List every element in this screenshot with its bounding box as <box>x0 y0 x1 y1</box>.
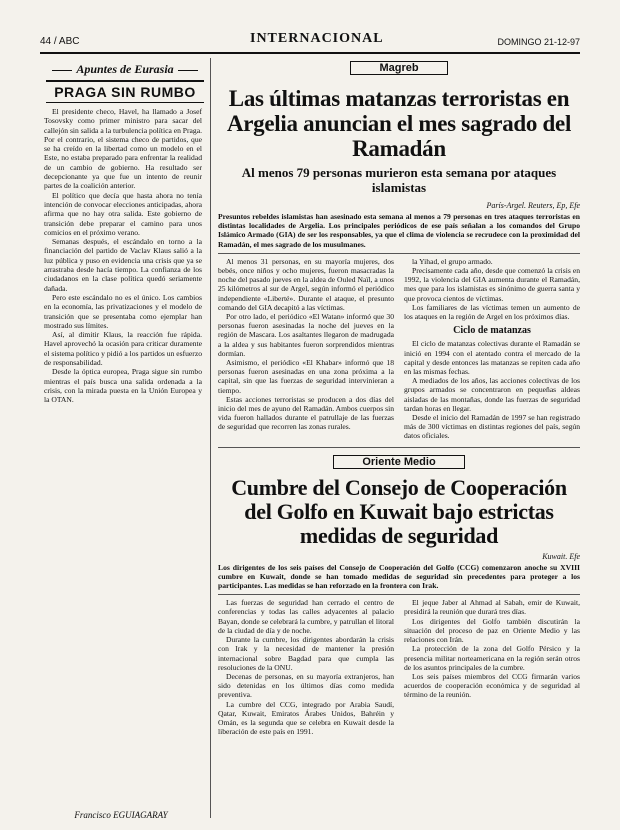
story1-paragraph: Al menos 31 personas, en su mayoría mujeres, dos bebés, once niños y ocho mujeres, fueron masacradas la noche del pasado jueves en la aldea de Ouled Naïl, a unos 25 kilómetros al sur de Argel, según informó el periódico independiente «Liberté». Durante el ataque, el presunto comando del GIA decapitó a las víctimas. <box>218 256 394 312</box>
story2-column-1 <box>218 598 394 736</box>
story2-paragraph: El jeque Jaber al Ahmad al Sabah, emir de Kuwait, presidirá la reunión que durará tres días. <box>404 598 580 617</box>
column-title: PRAGA SIN RUMBO <box>46 80 204 103</box>
column-body <box>40 107 210 405</box>
story2-paragraph: La protección de la zona del Golfo Pérsico y la presencia militar norteamericana en la región serán otros de los asuntos principales de la cumbre. <box>404 644 580 672</box>
story2-paragraph: Los seis países miembros del CCG firmarán varios acuerdos de cooperación económica y de seguridad al término de la reunión. <box>404 671 580 700</box>
story2-column-2 <box>404 598 580 736</box>
column-signature: Francisco EGUIAGARAY <box>74 810 168 820</box>
story1-paragraph: Desde el inicio del Ramadán de 1997 se han registrado más de 300 víctimas en distintas regiones del país, según datos oficiales. <box>404 413 580 441</box>
story-separator <box>218 447 580 448</box>
story1-paragraph: Precisamente cada año, desde que comenzó la crisis en 1992, la violencia del GIA aumenta durante el Ramadán, mes que para los islamistas es sinónimo de guerra santa y que provoca cientos de víctimas. <box>404 266 580 303</box>
story1-section-tag <box>218 58 580 76</box>
column-paragraph: Semanas después, el escándalo en torno a la financiación del partido de Vaclav Klaus salió a la luz pública y puso en evidencia una crisis que ya se arrastraba desde hacía tiempo. La confianza de los ciudadanos en la clase política quedó seriamente dañada. <box>44 237 202 293</box>
column-paragraph: Pero este escándalo no es el único. Los cambios en la economía, las privatizaciones y el modelo de transición que se presentaba como ejemplar han mostrado sus límites. <box>44 292 202 330</box>
story1-paragraph: Los familiares de las víctimas temen un aumento de los ataques en la región de Argel en los próximos días. <box>404 302 580 322</box>
column-kicker: Apuntes de Eurasia <box>40 62 210 77</box>
story1-paragraph: Estas acciones terroristas se producen a dos días del inicio del mes de ayuno del Ramadán. Ambos cuerpos sin vida fueron hallados durante el patrullaje de las fuerzas de seguridad que recorren las zonas rurales. <box>218 394 394 432</box>
story1-intertitle: Ciclo de matanzas <box>453 325 531 337</box>
story2-paragraph: Las fuerzas de seguridad han cerrado el centro de conferencias y todas las calles adyacentes al palacio Bayan, donde se celebrará la cumbre, y patrullan el litoral de la ciudad de día y de noche. <box>218 598 394 635</box>
column-paragraph: Así, al dimitir Klaus, la reacción fue rápida. Havel aprovechó la ocasión para criticar duramente el sistema político y pidió a los partidos un esfuerzo de responsabilidad. <box>44 330 202 368</box>
story2-headline: Cumbre del Consejo de Cooperación del Golfo en Kuwait bajo estrictas medidas de seguridad <box>231 474 567 548</box>
column-paragraph: El político que decía que hasta ahora no tenía intención de convocar elecciones anticipadas, ahora afirma que no hay otra salida. Este gobierno de transición debe preparar el camino para unos comicios en el próximo verano. <box>44 190 202 237</box>
publication-date: DOMINGO 21-12-97 <box>497 37 580 47</box>
story1-headline: Las últimas matanzas terroristas en Argelia anuncian el mes sagrado del Ramadán <box>226 86 572 161</box>
header-rule <box>40 52 580 54</box>
story1-tag-label: Magreb <box>350 61 447 75</box>
story1-paragraph: la Yihad, el grupo armado. <box>412 256 493 266</box>
story2-paragraph: Decenas de personas, en su mayoría extranjeros, han sido detenidas en los últimos días como medida preventiva. <box>218 671 394 700</box>
story2-credit: Kuwait. Efe <box>542 551 580 561</box>
page-reference: 44 / ABC <box>40 36 80 47</box>
story2-paragraph: Los dirigentes del Golfo también discutirán la situación del proceso de paz en Oriente Medio y las relaciones con Irán. <box>404 616 580 645</box>
story1-credit: París-Argel. Reuters, Ep, Efe <box>486 201 580 210</box>
story2-lead: Los dirigentes de los seis países del Consejo de Cooperación del Golfo (CCG) comenzaron anoche su XVIII cumbre en Kuwait, donde se han tomado medidas de seguridad sin precedentes para proteger a los participantes. Las medidas se han reforzado en la frontera con Irak. <box>218 563 580 596</box>
main-stories <box>218 58 580 736</box>
story2-tag-label: Oriente Medio <box>333 455 464 469</box>
story1-lead: Presuntos rebeldes islamistas han asesinado esta semana al menos a 79 personas en tres ataques terroristas en distintas localidades de Argelia. Los principales periódicos de ese país señalan a los comandos del Grupo Islámico Armado (GIA) de ser los responsables, ya que el clima de violencia se recrudece con la proximidad del Ramadán, el mes sagrado de los musulmanes. <box>218 212 580 254</box>
page-header <box>40 10 580 52</box>
story1-paragraph: A mediados de los años, las acciones colectivas de los grupos armados se concentraron en pequeñas aldeas aisladas de las montañas, donde las fuerzas de seguridad tardan horas en llegar. <box>404 376 580 413</box>
story2-paragraph: Durante la cumbre, los dirigentes abordarán la crisis con Irak y la necesidad de mantener la presión internacional sobre Bagdad para que cumpla las resoluciones de la ONU. <box>218 635 394 672</box>
story1-subheadline: Al menos 79 personas murieron esta semana por ataques islamistas <box>241 165 557 195</box>
story1-columns <box>218 257 580 441</box>
story2-paragraph: La cumbre del CCG, integrado por Arabia Saudí, Qatar, Kuwait, Emiratos Árabes Unidos, Bahréin y Omán, es la segunda que se celebra en Kuwait desde la liberación de este país en 1991. <box>218 699 394 737</box>
opinion-column <box>40 58 211 818</box>
section-title: INTERNACIONAL <box>250 31 384 46</box>
story2-section-tag <box>218 452 580 470</box>
story1-column-1 <box>218 257 394 441</box>
column-paragraph: El presidente checo, Havel, ha llamado a Josef Tosovsky como primer ministro para sacar del callejón sin salida a la turbulencia política en Praga. Por el contrario, el sistema checo de partidos, que se ha creído en la libertad como un modelo en el Este, no estaba preparado para enfrentar la realidad de un cambio de gobierno. Ha resultado ser decepcionante ya que fue un intento de reunir partes de la coalición anterior. <box>44 107 202 191</box>
story1-paragraph: Asimismo, el periódico «El Khabar» informó que 18 personas fueron asesinadas en una zona próxima a la capital, sin que las fuerzas de seguridad intervinieran a tiempo. <box>218 358 394 395</box>
story1-paragraph: El ciclo de matanzas colectivas durante el Ramadán se inició en 1994 con el atentado contra el mercado de la capital y desde entonces las matanzas se repiten cada año en las mismas fechas. <box>404 339 580 377</box>
story2-columns <box>218 598 580 736</box>
story1-paragraph: Por otro lado, el periódico «El Watan» informó que 30 personas fueron asesinadas la noche del jueves en la región de Mascara. Los asaltantes llegaron de madrugada a la aldea y sus habitantes fueron sorprendidos mientras dormían. <box>218 312 394 358</box>
column-paragraph: Desde la óptica europea, Praga sigue sin rumbo mientras el país busca una salida ordenada a la crisis, con la mirada puesta en la Unión Europea y la OTAN. <box>44 367 202 405</box>
story1-column-2 <box>404 257 580 441</box>
